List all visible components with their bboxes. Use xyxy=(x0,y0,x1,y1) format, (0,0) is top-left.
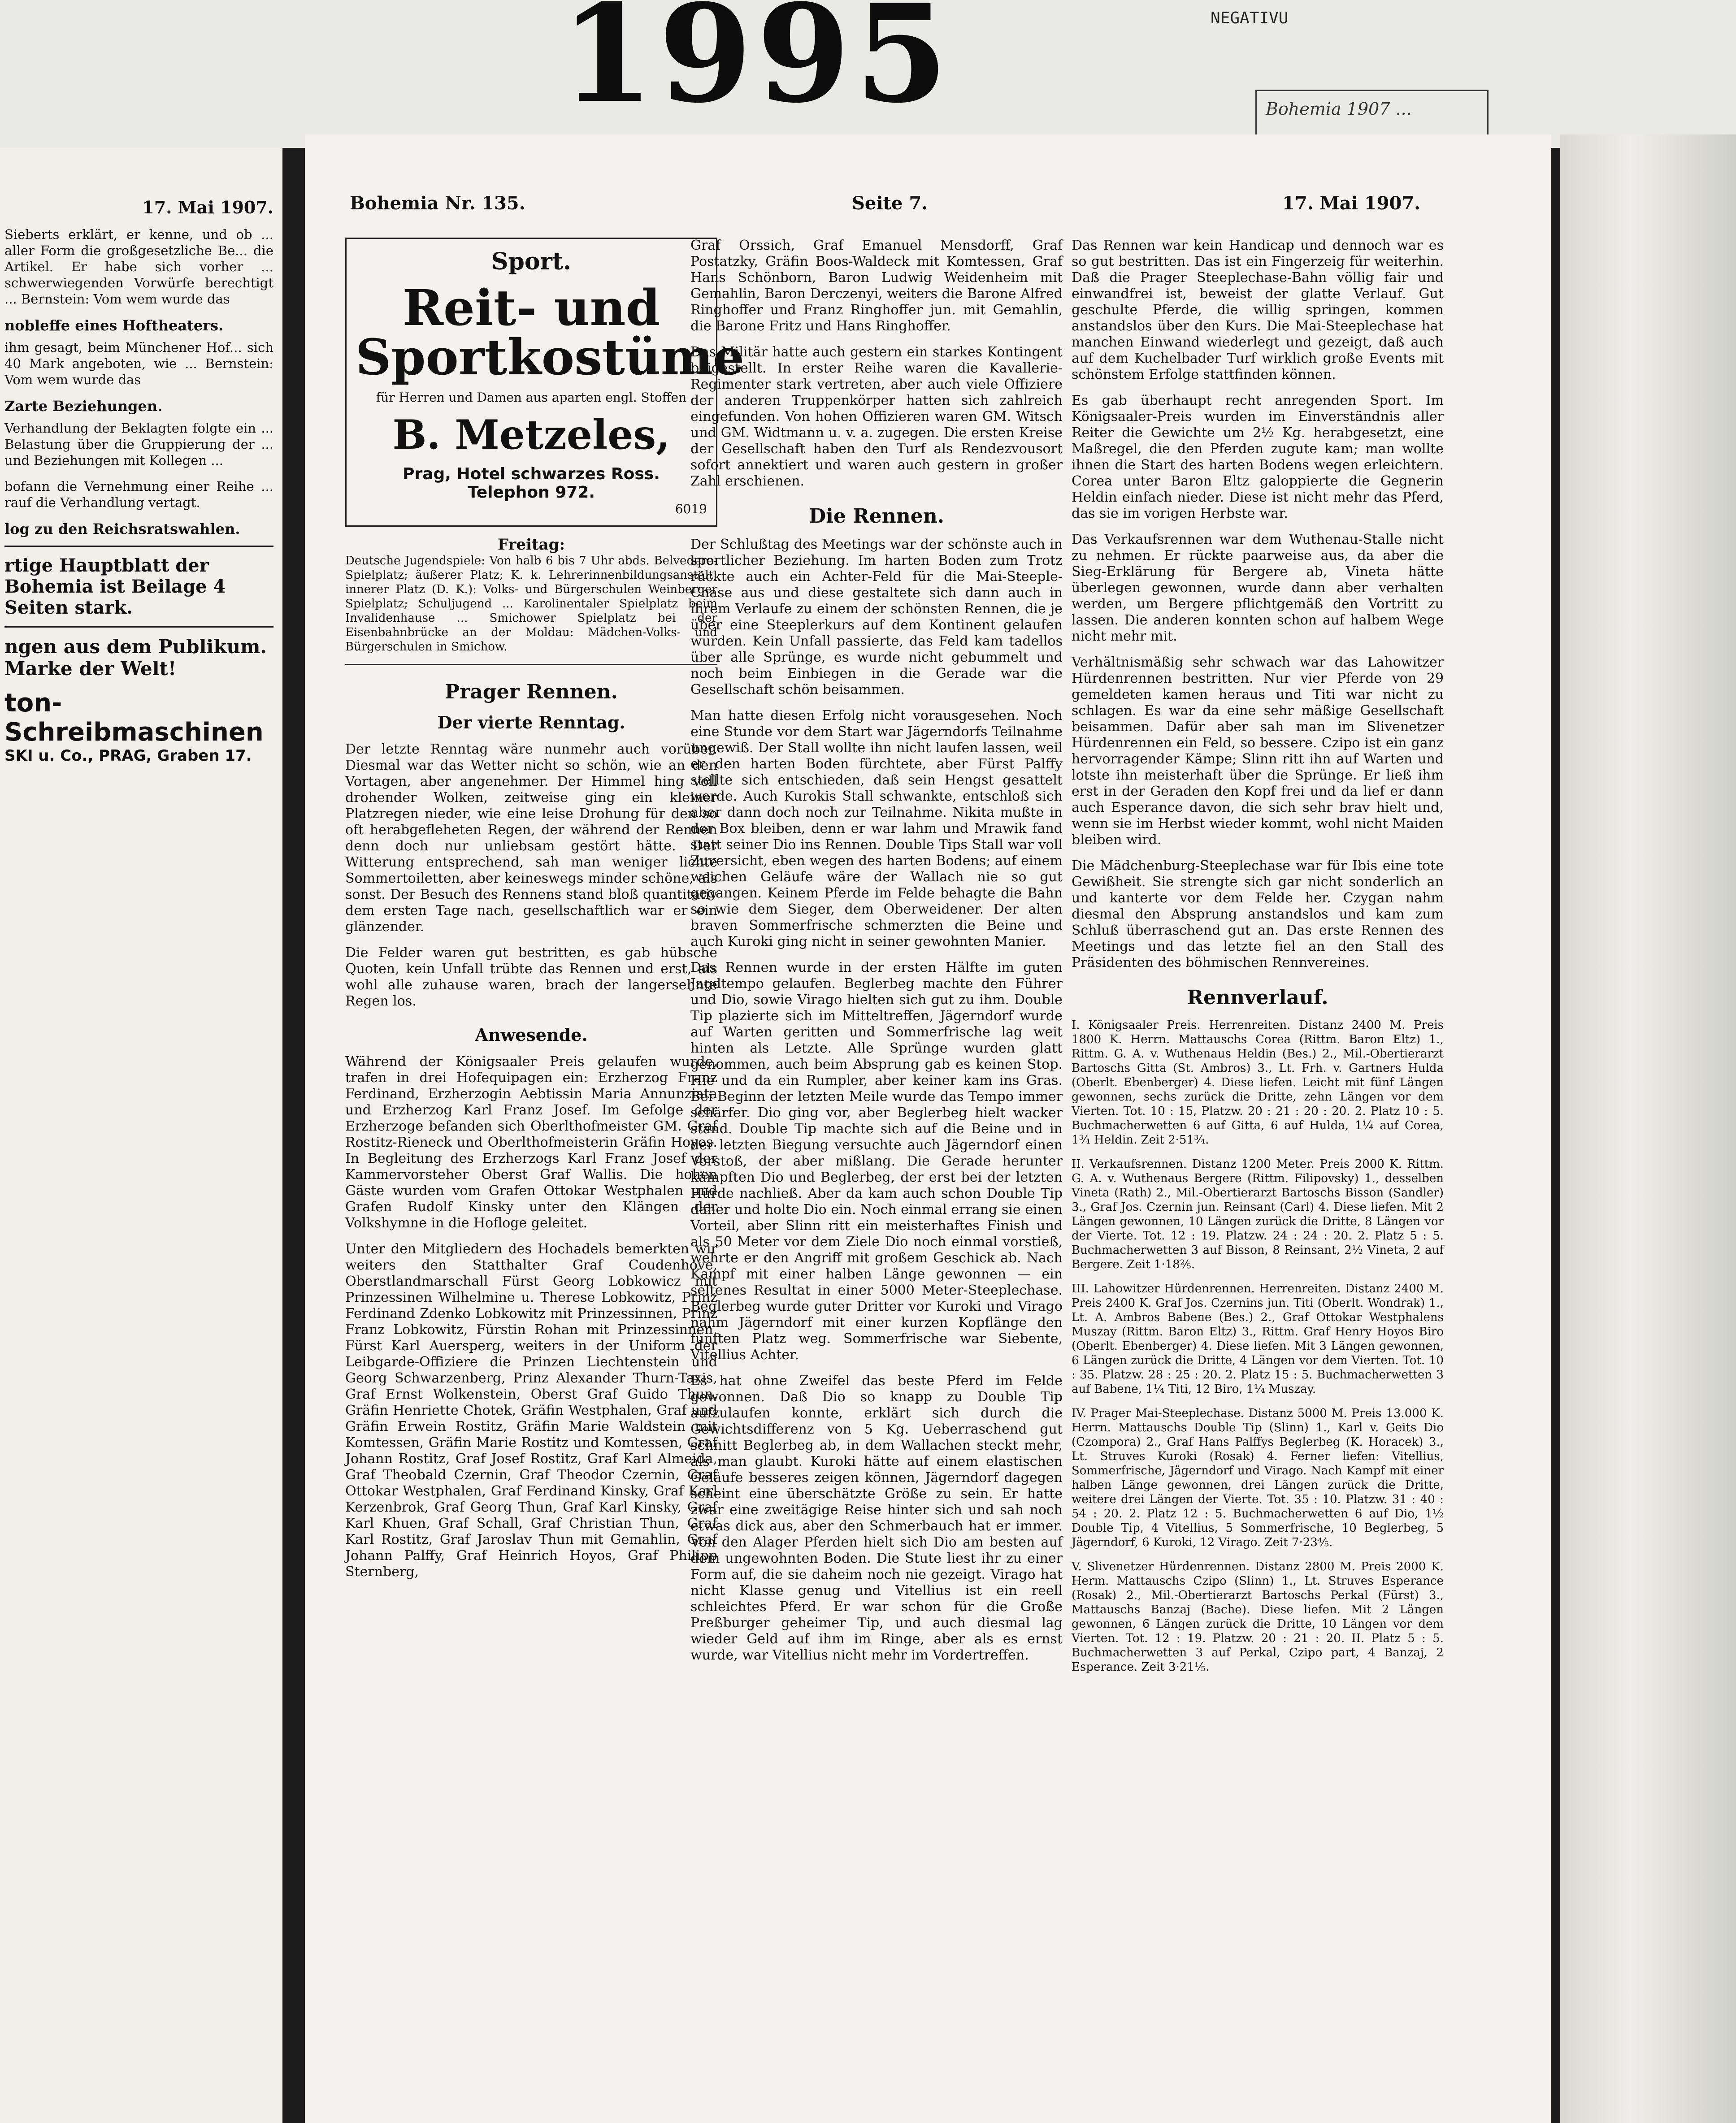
left-page xyxy=(0,148,282,2123)
col3-paragraph-1: Das Rennen war kein Handicap und dennoch war es so gut bestritten. Das ist ein Fingerzeig für weiterhin. Daß die Prager Steeplechase-Bahn völlig fair und einwandfrei ist, beweist der glatte Verlauf. Gut geschulte Pferde, die willig springen, kommen anstandslos über den Kurs. Die Mai-Steeplechase hat manchen Einwand wiederlegt und gezeigt, daß auch auf dem Kuchelbader Turf wirklich große Events mit schönstem Erfolge stattfinden können. xyxy=(1072,238,1444,382)
ad-number: 6019 xyxy=(675,502,707,516)
col3-paragraph-2: Es gab überhaupt recht anregenden Sport. Im Königsaaler-Preis wurden im Einverständnis aller Reiter die Gewichte um 2½ Kg. herabgesetzt, eine Maßregel, die den Pferden zugute kam; man wollte ihnen die Start des harten Bodens wegen erleichtern. Corea unter Baron Eltz galoppierte die Gegnerin Heldin einfach nieder. Diese ist nicht mehr das Pferd, das sie im vorigen Herbste war. xyxy=(1072,393,1444,521)
col2-paragraph-3: Der Schlußtag des Meetings war der schönste auch in sportlicher Beziehung. Im harten Boden zum Trotz rückte auch ein Achter-Feld für die Mai-Steeple-Chase aus und diese gestaltete sich dann auch in ihrem Verlaufe zu einem der schönsten Rennen, die je über eine Steeplerkurs auf dem Kontinent gelaufen wurden. Kein Unfall passierte, das Feld kam tadellos über alle Sprünge, es wurde nicht gebummelt und noch beim Einbiegen in die Gerade war die Gesellschaft schön beisammen. xyxy=(690,537,1063,698)
left-text-2: ihm gesagt, beim Münchener Hof... sich 40 Mark angeboten, wie ... Bernstein: Vom wem wurde das xyxy=(4,340,273,387)
col3-paragraph-5: Die Mädchenburg-Steeplechase war für Ibis eine tote Gewißheit. Sie strengte sich gar nicht sonderlich an und kanterte vor dem Felde her. Czygan nahm diesmal den Absprung anstandslos und kam zum Schluß überraschend gut an. Das erste Rennen des Meetings und das letzte fiel an den Stall des Präsidenten des böhmischen Rennvereines. xyxy=(1072,858,1444,971)
left-text-1: Sieberts erklärt, er kenne, und ob ... aller Form die großgesetzliche Be... die Artikel. Er habe sich vorher ... schwerwiegenden Vorwürfe berechtigt ... Bernstein: Vom wem wurde das xyxy=(4,227,273,307)
divider xyxy=(4,546,273,547)
page-number: Seite 7. xyxy=(852,193,928,214)
column-1 xyxy=(345,238,745,2123)
col1-paragraph-2: Die Felder waren gut bestritten, es gab hübsche Quoten, kein Unfall trübte das Rennen und erst, als wohl alle zuhause waren, brach der langersehnte Regen los. xyxy=(345,945,717,1009)
page-edge-binding xyxy=(1560,134,1736,2123)
left-heading-2: Zarte Beziehungen. xyxy=(4,398,163,415)
race-result-1: I. Königsaaler Preis. Herrenreiten. Distanz 2400 M. Preis 1800 K. Herrn. Mattauschs Corea (Rittm. Baron Eltz) 1., Rittm. G. A. v. Wuthenaus Heldin (Bes.) 2., Mil.-Obertierarzt Bartoschs Gitta (St. Ambros) 3., Lt. Frh. v. Gartners Hulda (Oberlt. Ebenberger) 4. Diese liefen. Leicht mit fünf Längen gewonnen, sechs zurück die Dritte, zehn Längen vor dem Vierten. Tot. 10 : 15, Platzw. 20 : 21 : 20 : 20. 2. Platz 10 : 5. Buchmacherwetten 6 auf Gitta, 6 auf Hulda, 1¼ auf Corea, 1¾ Heldin. Zeit 2·51¾. xyxy=(1072,1018,1444,1147)
left-ad-1: rtige Hauptblatt der Bohemia ist Beilage 4 Seiten stark. xyxy=(4,555,226,618)
paper-name: Bohemia Nr. 135. xyxy=(350,193,525,214)
col2-paragraph-4: Man hatte diesen Erfolg nicht vorausgesehen. Noch eine Stunde vor dem Start war Jägerndorfs Teilnahme ungewiß. Der Stall wollte ihn nicht laufen lassen, weil er den harten Boden fürchtete, aber Fürst Palffy stellte sich entschieden, daß sein Hengst gesattelt werde. Auch Kurokis Stall schwankte, entschloß sich aber dann doch noch zur Teilnahme. Nikita mußte in der Box bleiben, denn er war lahm und Mrawik fand statt seiner Dio ins Rennen. Double Tips Stall war voll Zuversicht, eben wegen des harten Bodens; auf einem weichen Geläufe wäre der Wallach nie so gut gegangen. Keinem Pferde im Felde behagte die Bahn so wie dem Sieger, dem Oberweidener. Der alten braven Sommerfrische schmerzten die Beine und auch Kuroki ging nicht in seiner gewohnten Manier. xyxy=(690,708,1063,949)
race-result-5: V. Slivenetzer Hürdenrennen. Distanz 2800 M. Preis 2000 K. Herm. Mattauschs Czipo (Slinn) 1., Lt. Struves Esperance (Rosak) 2., Mil.-Obertierarzt Bartoschs Perkal (Fürst) 3., Mattauschs Banzaj (Bache). Diese liefen. Mit 2 Längen gewonnen, 6 Längen zurück die Dritte, 10 Längen vor dem Vierten. Tot. 12 : 19. Platzw. 20 : 21 : 20. II. Platz 5 : 5. Buchmacherwetten 3 auf Perkal, Czipo part, 4 Banzaj, 2 Esperance. Zeit 3·21⅕. xyxy=(1072,1560,1444,1674)
ad-title: Reit- und Sportkostüme xyxy=(356,279,745,386)
divider xyxy=(345,664,717,665)
article-title: Prager Rennen. xyxy=(445,680,618,703)
section-rennverlauf: Rennverlauf. xyxy=(1187,986,1328,1009)
race-result-4: IV. Prager Mai-Steeplechase. Distanz 5000 M. Preis 13.000 K. Herrn. Mattauschs Double Tip (Slinn) 1., Karl v. Geits Dio (Czompora) 2., Graf Hans Palffys Beglerbeg (K. Horacek) 3., Lt. Struves Kuroki (Rosak) 4. Ferner liefen: Vitellius, Sommerfrische, Jägerndorf und Virago. Nach Kampf mit einer halben Länge gewonnen, drei Längen zurück die Dritte, weitere drei Längen der Vierte. Tot. 35 : 10. Platzw. 31 : 40 : 54 : 20. 2. Platz 12 : 5. Buchmacherwetten 6 auf Dio, 1½ Double Tip, 4 Vitellius, 5 Sommerfrische, 10 Beglerbeg, 5 Jägerndorf, 6 Kuroki, 12 Virago. Zeit 7·23⅘. xyxy=(1072,1407,1444,1549)
freitag-heading: Freitag: xyxy=(497,536,565,554)
col3-paragraph-4: Verhältnismäßig sehr schwach war das Lahowitzer Hürdenrennen bestritten. Nur vier Pferde von 29 gemeldeten kamen heraus und Titi war nicht zu schlagen. Es war da eine sehr mäßige Gesellschaft beisammen. Dafür aber sah man im Slivenetzer Hürdenrennen ein Feld, so bessere. Czipo ist ein ganz hervorragender Kämpe; Slinn ritt ihn auf Warten und lotste ihn meisterhaft über die Sprünge. Er ließ ihm erst in der Geraden den Kopf frei und da lief er dann auch Esperance davon, die sich sehr brav hielt und, wenn sie im Herbst wieder kommt, wohl nicht Maiden bleiben wird. xyxy=(1072,654,1444,848)
left-text-4: bofann die Vernehmung einer Reihe ... rauf die Verhandlung vertagt. xyxy=(4,479,273,510)
column-3 xyxy=(1072,238,1444,2123)
col3-paragraph-3: Das Verkaufsrennen war dem Wuthenau-Stalle nicht zu nehmen. Er rückte paarweise aus, da aber die Sieg-Erklärung für Bergere ab, Vineta hätte überlegen gewonnen, wurde dann aber verhalten werden, um Bergere pflichtgemäß den Vortritt zu lassen. Die anderen konnten schon auf halbem Wege nicht mehr mit. xyxy=(1072,532,1444,644)
col2-paragraph-2: Das Militär hatte auch gestern ein starkes Kontingent beigestellt. In erster Reihe waren die Kavallerie-Regimenter stark vertreten, aber auch viele Offiziere der anderen Truppenkörper hatten sich zahlreich eingefunden. Von hohen Offizieren waren GM. Witsch und GM. Widtmann u. v. a. zugegen. Die ersten Kreise der Gesellschaft haben den Turf als Rendezvousort sofort annektiert und waren auch gestern in großer Zahl erschienen. xyxy=(690,344,1063,489)
left-page-column xyxy=(4,197,273,765)
left-heading-1: nobleffe eines Hoftheaters. xyxy=(4,317,224,334)
sport-ad xyxy=(345,238,745,527)
negativ-label: NEGATIVU xyxy=(1211,9,1289,27)
archive-note: Bohemia 1907 ... xyxy=(1255,90,1489,139)
newspaper-page xyxy=(305,134,1551,2123)
freitag-text: Deutsche Jugendspiele: Von halb 6 bis 7 Uhr abds. Belvedere-Spielplatz; äußerer Platz; K. k. Lehrerinnenbildungsanstalt; innerer Platz (D. K.): Volks- und Bürgerschulen Weinberger Spielplatz; Schuljugend ... Karolinentaler Spielplatz beim Invalidenhause ... Smichower Spielplatz bei der Eisenbahnbrücke an der Moldau: Mädchen-Volks- und Bürgerschulen in Smichow. xyxy=(345,554,717,654)
col1-paragraph-3: Während der Königsaaler Preis gelaufen wurde, trafen in drei Hofequipagen ein: Erzherzog Franz Ferdinand, Erzherzogin Aebtissin Maria Annunziata und Erzherzog Karl Franz Josef. Im Gefolge der Erzherzoge befanden sich Oberlthofmeister GM. Graf Rostitz-Rieneck und Oberlthofmeisterin Gräfin Hoyos. In Begleitung des Erzherzogs Karl Franz Josef der Kammervorsteher Oberst Graf Wallis. Die hohen Gäste wurden vom Grafen Ottokar Westphalen und Grafen Rudolf Kinsky unter den Klängen der Volkshymne in die Hofloge geleitet. xyxy=(345,1054,717,1231)
column-2 xyxy=(690,238,1063,2123)
ad-brand: B. Metzeles, xyxy=(392,411,670,459)
col2-paragraph-6: Es hat ohne Zweifel das beste Pferd im Felde gewonnen. Daß Dio so knapp zu Double Tip aufzulaufen konnte, erklärt sich durch die Gewichtsdifferenz von 5 Kg. Ueberraschend gut schnitt Beglerbeg ab, in dem Wallachen steckt mehr, als man glaubt. Kuroki hätte auf einem elastischen Geläufe besseres zeigen können, Jägerndorf dagegen scheint eine überschätzte Größe zu sein. Er hatte zwar eine zweitägige Reise hinter sich und sah noch etwas dick aus, aber den Schmerbauch hat er immer. Von den Alager Pferden hielt sich Dio am besten auf dem ungewohnten Boden. Die Stute liest ihr zu einer Form auf, die sie daheim noch nie gezeigt. Virago hat nicht Klasse genug und Vitellius ist ein reell schleichtes Pferd. Er war schon für die Große Preßburger geheimer Tip, und auch diesmal lag wieder Geld auf ihm im Ringe, aber als es ernst wurde, war Vitellius nicht mehr im Vordertreffen. xyxy=(690,1373,1063,1663)
left-heading-3: log zu den Reichsratswahlen. xyxy=(4,520,240,537)
left-ad-4: SKI u. Co., PRAG, Graben 17. xyxy=(4,747,252,765)
issue-date: 17. Mai 1907. xyxy=(1282,193,1421,214)
article-subtitle: Der vierte Renntag. xyxy=(437,712,625,732)
col1-paragraph-4: Unter den Mitgliedern des Hochadels bemerkten wir weiters den Statthalter Graf Coudenhove, Oberstlandmarschall Fürst Georg Lobkowicz mit Prinzessinen Wilhelmine u. Therese Lobkowitz, Prinz Ferdinand Zdenko Lobkowitz mit Prinzessinnen, Prinz Franz Lobkowitz, Fürstin Rohan mit Prinzessinnen, Fürst Karl Auersperg, weiters in der Uniform der Leibgarde-Offiziere die Prinzen Liechtenstein und Georg Schwarzenberg, Prinz Alexander Thurn-Taxis, Graf Ernst Wolkenstein, Oberst Graf Guido Thun, Gräfin Henriette Chotek, Gräfin Westphalen, Graf und Gräfin Erwein Rostitz, Gräfin Marie Waldstein mit Komtessen, Gräfin Marie Rostitz und Komtessen, Graf Johann Rostitz, Graf Josef Rostitz, Graf Karl Almeida, Graf Theobald Czernin, Graf Theodor Czernin, Graf Ottokar Westphalen, Graf Ferdinand Kinsky, Graf Karl Kerzenbrok, Graf Georg Thun, Graf Karl Kinsky, Graf Karl Khuen, Graf Schall, Graf Christian Thun, Graf Karl Rostitz, Graf Jaroslav Thun mit Gemahlin, Graf Johann Palffy, Graf Heinrich Hoyos, Graf Philipp Sternberg, xyxy=(345,1241,717,1580)
col2-paragraph-5: Das Rennen wurde in der ersten Hälfte im guten Jagdtempo gelaufen. Beglerbeg machte den Führer und Dio, sowie Virago hielten sich gut zu ihm. Double Tip plazierte sich im Mitteltreffen, Jägerndorf wurde auf Warten geritten und Sommerfrische lag weit hinten als Letzte. Alle Sprünge wurden glatt genommen, auch beim Absprung gab es keinen Stop. Hie und da ein Rumpler, aber keiner kam ins Gras. Bei Beginn der letzten Meile wurde das Tempo immer schärfer. Dio ging vor, aber Beglerbeg hielt wacker stand. Double Tip machte sich auf die Beine und in der letzten Biegung versuchte auch Jägerndorf einen Vorstoß, der aber mißlang. Die Gerade herunter kämpften Dio und Beglerbeg, der erst bei der letzten Hürde nachließ. Aber da kam auch schon Double Tip daher und holte Dio ein. Noch einmal errang sie einen Vorteil, aber Slinn ritt ein meisterhaftes Finish und als 50 Meter vor dem Ziele Dio noch einmal vorstieß, wehrte er den Angriff mit großem Geschick ab. Nach Kampf mit einer halben Länge gewonnen — ein seltenes Resultat in einer 5000 Meter-Steeplechase. Beglerbeg wurde guter Dritter vor Kuroki und Virago nahm Jägerndorf mit einer kurzen Kopflänge den fünften Platz weg. Sommerfrische war Siebente, Vitellius Achter. xyxy=(690,960,1063,1363)
left-ad-2: ngen aus dem Publikum. Marke der Welt! xyxy=(4,636,267,680)
ad-location: Prag, Hotel schwarzes Ross. xyxy=(403,465,660,483)
left-text-3: Verhandlung der Beklagten folgte ein ... Belastung über die Gruppierung der ... und Beziehungen mit Kollegen ... xyxy=(4,420,273,468)
race-result-2: II. Verkaufsrennen. Distanz 1200 Meter. Preis 2000 K. Rittm. G. A. v. Wuthenaus Bergere (Rittm. Filipovsky) 1., desselben Vineta (Rath) 2., Mil.-Obertierarzt Bartoschs Bisson (Sandler) 3., Graf Jos. Czernin jun. Reinsant (Carl) 4. Diese liefen. Mit 2 Längen gewonnen, 10 Längen zurück die Dritte, 8 Längen vor der Vierte. Tot. 12 : 19. Platzw. 24 : 24 : 20. 2. Platz 5 : 5. Buchmacherwetten 3 auf Bisson, 8 Reinsant, 2½ Vineta, 2 auf Bergere. Zeit 1·18⅖. xyxy=(1072,1157,1444,1271)
section-die-rennen: Die Rennen. xyxy=(808,505,945,528)
sport-heading: Sport. xyxy=(491,248,572,275)
left-ad-3: ton-Schreibmaschinen xyxy=(4,689,264,747)
ad-telephone: Telephon 972. xyxy=(467,483,595,502)
left-page-date: 17. Mai 1907. xyxy=(142,197,273,217)
col1-paragraph-1: Der letzte Renntag wäre nunmehr auch vorüber. Diesmal war das Wetter nicht so schön, wie an den Vortagen, aber angenehmer. Der Himmel hing voll drohender Wolken, zeitweise ging ein kleiner Platzregen nieder, wie eine leise Drohung für den so oft herabgefleheten Regen, der während der Rennen denn doch nur unliebsam gestört hätte. Der Witterung entsprechend, sah man weniger lichte Sommertoiletten, aber keineswegs minder schöne, als sonst. Der Besuch des Rennens stand bloß quantitativ dem ersten Tage nach, gesellschaftlich war er ein glänzender. xyxy=(345,741,717,935)
film-header-strip xyxy=(0,0,1736,148)
archive-year-stamp: 1995 xyxy=(560,0,953,133)
race-result-3: III. Lahowitzer Hürdenrennen. Herrenreiten. Distanz 2400 M. Preis 2400 K. Graf Jos. Czernins jun. Titi (Oberlt. Wondrak) 1., Lt. A. Ambros Babene (Bes.) 2., Graf Ottokar Westphalens Muszay (Rittm. Baron Eltz) 3., Rittm. Graf Henry Hoyos Biro (Oberlt. Ebenberger) 4. Diese liefen. Mit 3 Längen gewonnen, 6 Längen zurück die Dritte, 4 Längen vor dem Vierten. Tot. 10 : 35. Platzw. 28 : 25 : 20. 2. Platz 15 : 5. Buchmacherwetten 3 auf Babene, 1¼ Titi, 12 Biro, 1¼ Muszay. xyxy=(1072,1282,1444,1396)
divider xyxy=(4,626,273,628)
ad-subtitle: für Herren und Damen aus aparten engl. Stoffen xyxy=(376,390,687,405)
col2-paragraph-1: Graf Orssich, Graf Emanuel Mensdorff, Graf Postatzky, Gräfin Boos-Waldeck mit Komtessen, Graf Hans Schönborn, Baron Ludwig Weidenheim mit Gemahlin, Baron Derczenyi, weiters die Barone Alfred Ringhoffer und Franz Ringhoffer jun. mit Gemahlin, die Barone Fritz und Hans Ringhoffer. xyxy=(690,238,1063,334)
section-anwesende: Anwesende. xyxy=(475,1025,588,1045)
